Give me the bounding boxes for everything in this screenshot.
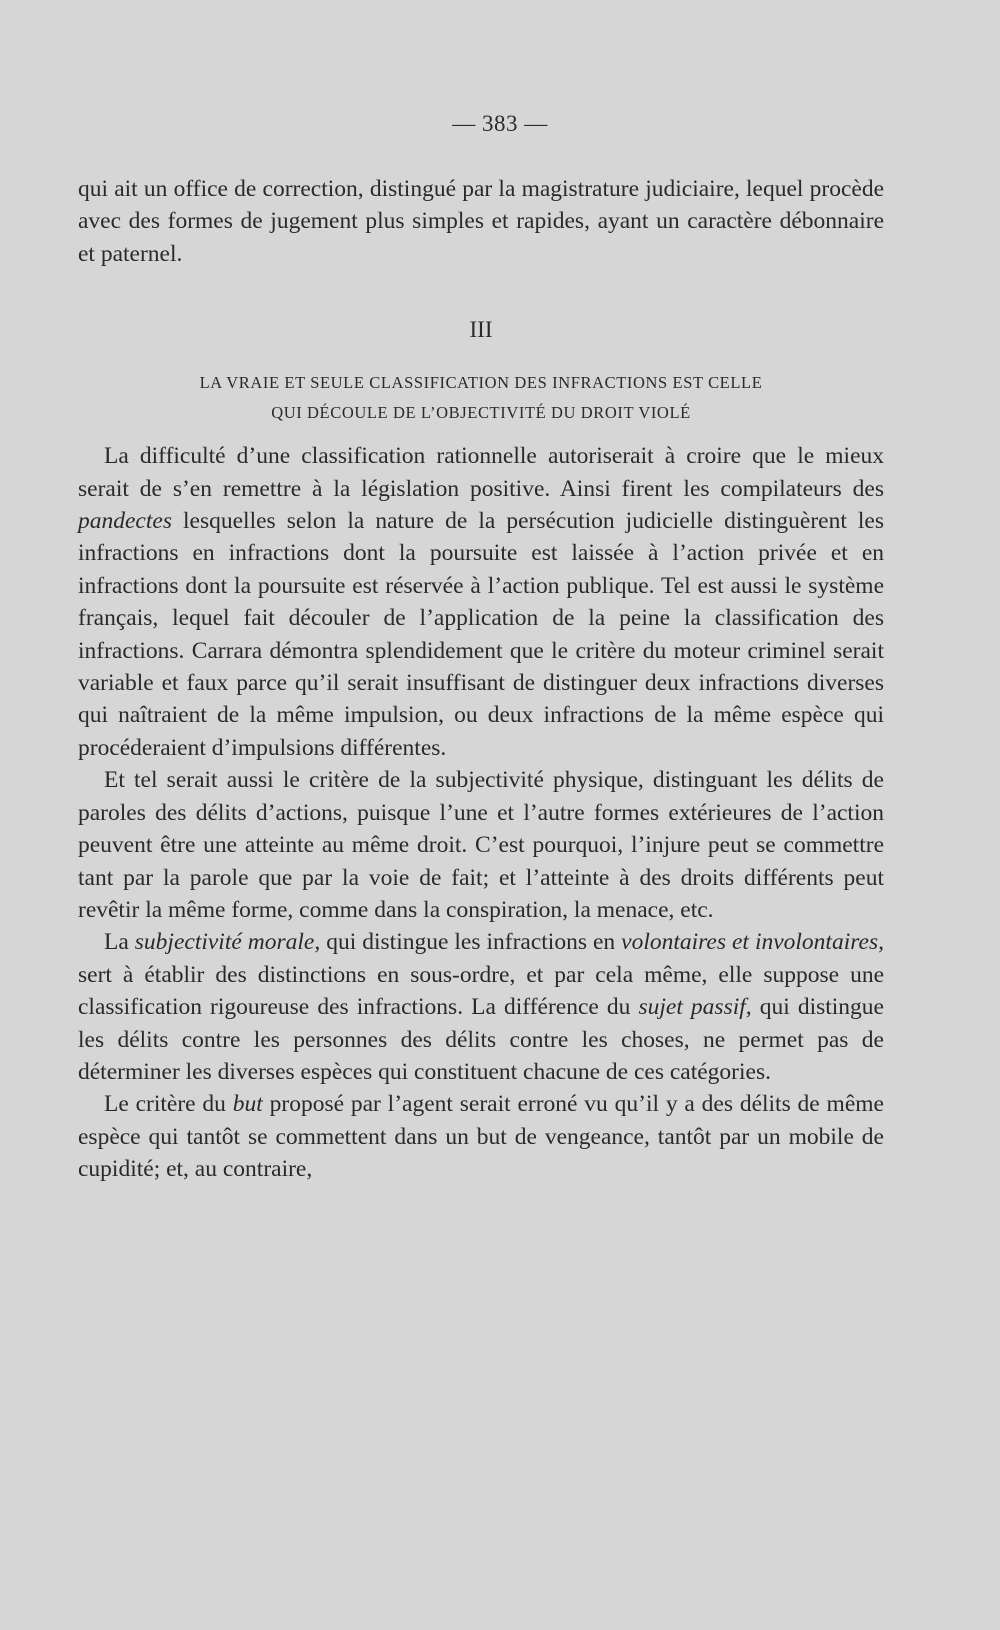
paragraph-3-text-a: La xyxy=(104,929,135,956)
paragraph-3-text-e: sert à établir des distinctions en sous-ordre, et par cela même, elle suppose une classification rigoureuse des infractions. La différence du xyxy=(78,961,884,1021)
paragraph-1 xyxy=(78,440,884,764)
paragraph-2: Et tel serait aussi le critère de la subjectivité physique, distinguant les délits de paroles des délits d’actions, puisque l’une et l’autre formes extérieures de l’action peuvent être une atteinte au même droit. C’est pourquoi, l’injure peut se commettre tant par la parole que par la voie de fait; et l’atteinte à des droits différents peut revêtir la même forme, comme dans la conspiration, la menace, etc. xyxy=(78,767,884,923)
paragraph-3 xyxy=(78,926,884,1088)
section-title-line-1: LA VRAIE ET SEULE CLASSIFICATION DES INFRACTIONS EST CELLE xyxy=(199,373,763,393)
section-numeral: III xyxy=(469,317,493,343)
paragraph-3-italic-volontaires: volontaires et involontaires, xyxy=(621,929,884,956)
page-number: — 383 — xyxy=(452,111,548,136)
paragraph-3-italic-subjectivite: subjectivité morale, xyxy=(134,929,321,956)
section-title-line-2: QUI DÉCOULE DE L’OBJECTIVITÉ DU DROIT VIOLÉ xyxy=(271,403,691,423)
paragraph-4-italic-but: but xyxy=(232,1091,263,1118)
paragraph-continuation: qui ait un office de correction, distingué par la magistrature judiciaire, lequel procède avec des formes de jugement plus simples et rapides, ayant un caractère débonnaire et paternel. xyxy=(78,176,884,267)
paragraph-3-italic-sujet-passif: sujet passif, xyxy=(638,994,752,1021)
paragraph-1-text-c: lesquelles selon la nature de la persécution judicielle distinguèrent les infractions en infractions dont la poursuite est laissée à l’action privée et en infractions dont la poursuite est réservée à l’action publique. Tel est aussi le système français, lequel fait découler de l’application de la peine la classification des infractions. Carrara démontra splendidement que le critère du moteur criminel serait variable et faux parce qu’il serait insuffisant de distinguer deux infractions diverses qui naîtraient de la même impulsion, ou deux infractions de la même espèce qui procéderaient d’impulsions différentes. xyxy=(78,508,884,761)
paragraph-1-italic-pandectes: pandectes xyxy=(78,508,172,535)
section-title xyxy=(78,368,884,428)
paragraph-4 xyxy=(78,1088,884,1185)
page-body xyxy=(78,173,884,1186)
paragraph-3-text-c: qui distingue les infractions en xyxy=(320,929,622,956)
paragraph-4-text-c: proposé par l’agent serait erroné vu qu’il y a des délits de même espèce qui tantôt se commettent dans un but de vengeance, tantôt par un mobile de cupidité; et, au contraire, xyxy=(78,1091,884,1183)
paragraph-3-text-g: qui distingue les délits contre les personnes des délits contre les choses, ne permet pas de déterminer les diverses espèces qui constituent chacune de ces catégories. xyxy=(78,994,884,1085)
paragraph-1-text-a: La difficulté d’une classification rationnelle autoriserait à croire que le mieux serait de s’en remettre à la législation positive. Ainsi firent les compilateurs des xyxy=(78,443,884,502)
paragraph-4-text-a: Le critère du xyxy=(104,1091,233,1118)
